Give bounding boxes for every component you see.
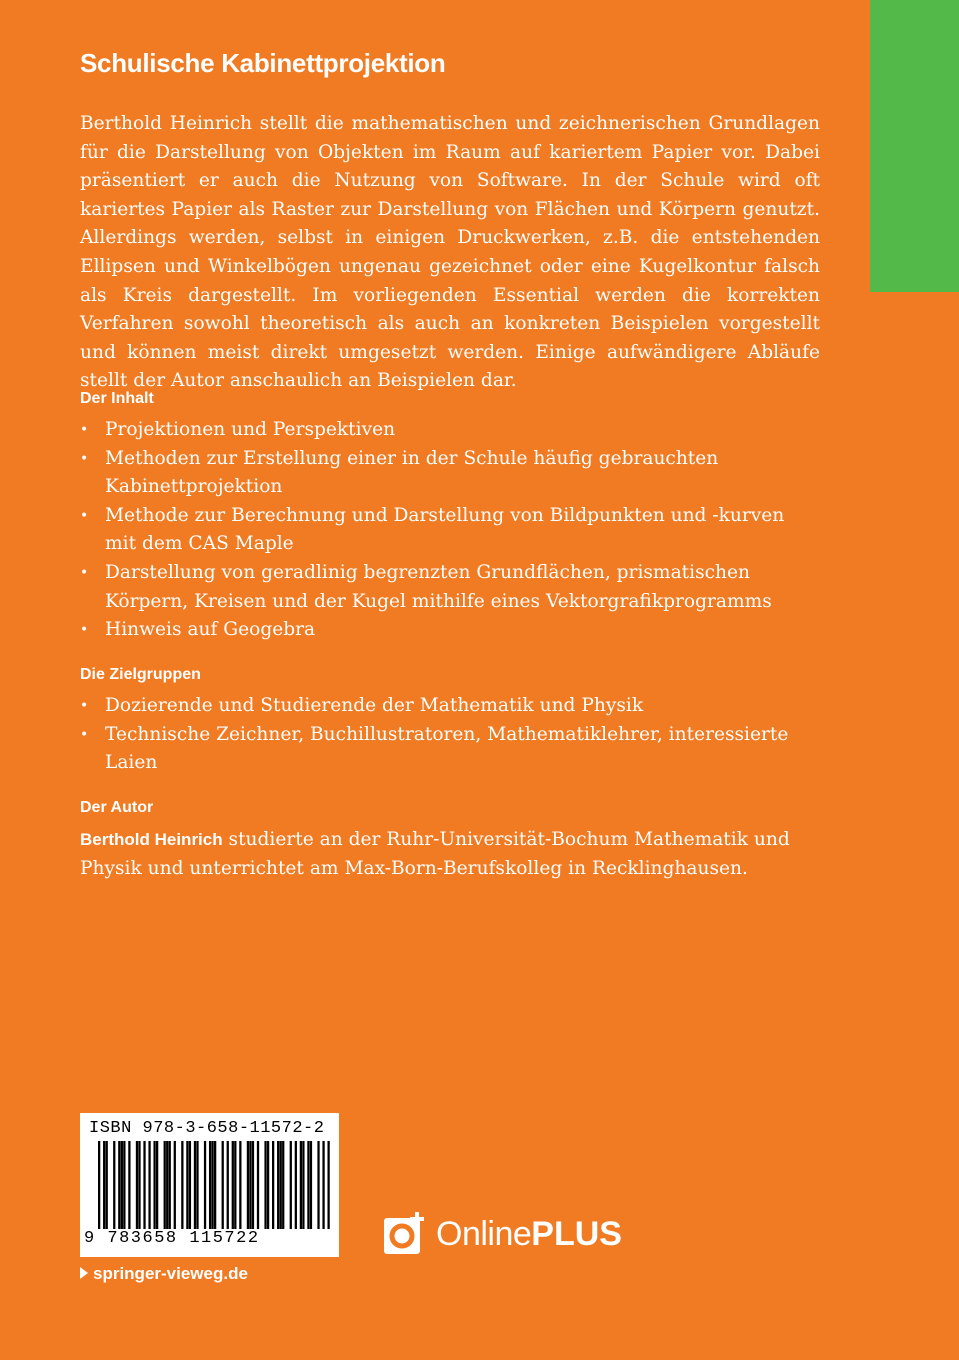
- inhalt-heading: Der Inhalt: [80, 390, 154, 407]
- author-bio: [80, 826, 820, 883]
- intro-paragraph: Berthold Heinrich stellt die mathematischen und zeichnerischen Grundlagen für die Darstellung von Objekten im Raum auf kariertem Papier vor. Dabei präsentiert er auch die Nutzung von Software. In der Schule wird oft kariertes Papier als Raster zur Darstellung von Flächen und Körpern genutzt. Allerdings werden, selbst in einigen Druckwerken, z.B. die entstehenden Ellipsen und Winkelbögen ungenau gezeichnet oder eine Kugelkontur falsch als Kreis dargestellt. Im vorliegenden Essential werden die korrekten Verfahren sowohl theoretisch als auch an konkreten Beispielen vorgestellt und können meist direkt umgesetzt werden. Einige aufwändigere Abläufe stellt der Autor anschaulich an Beispielen dar.: [80, 113, 820, 392]
- bullet-icon: •: [80, 564, 89, 581]
- autor-heading: Der Autor: [80, 799, 154, 816]
- online-text: Online: [436, 1214, 532, 1253]
- list-item: • Methoden zur Erstellung einer in der Schule häufig gebrauchten Kabinettprojektion: [80, 445, 820, 502]
- plus-text: PLUS: [531, 1214, 622, 1253]
- bullet-icon: •: [80, 698, 89, 714]
- online-plus-logo-icon: [384, 1212, 428, 1256]
- author-text: studierte an der Ruhr-Universität-Bochum Mathematik und Physik und unterrichtet am Max-Born-Berufskolleg in Recklinghausen.: [80, 829, 790, 879]
- barcode-box: [80, 1113, 339, 1257]
- list-item: • Projektionen und Perspektiven: [80, 416, 820, 445]
- bullet-icon: •: [80, 450, 89, 467]
- zielgruppen-list: [80, 692, 820, 778]
- bullet-icon: •: [80, 507, 89, 524]
- bullet-icon: •: [80, 622, 89, 639]
- isbn-label: ISBN 978-3-658-11572-2: [89, 1119, 325, 1138]
- barcode-icon: [98, 1141, 330, 1229]
- bullet-icon: •: [80, 422, 89, 438]
- inhalt-list: [80, 416, 820, 645]
- website-link[interactable]: springer-vieweg.de: [80, 1264, 248, 1284]
- bullet-icon: •: [80, 726, 89, 743]
- arrow-right-icon: [80, 1267, 88, 1279]
- author-name: Berthold Heinrich: [80, 830, 223, 849]
- list-item: • Dozierende und Studierende der Mathematik und Physik: [80, 692, 820, 721]
- book-title: Schulische Kabinettprojektion: [80, 48, 446, 78]
- ean-digits: 9 783658 115722: [84, 1229, 260, 1248]
- list-item: • Hinweis auf Geogebra: [80, 616, 820, 645]
- green-accent-tab: [870, 0, 959, 292]
- online-plus-logo: [384, 1212, 622, 1256]
- list-item: • Darstellung von geradlinig begrenzten Grundflächen, prismatischen Körpern, Kreisen und der Kugel mithilfe eines Vektorgrafikprogramms: [80, 559, 820, 616]
- list-item: • Methode zur Berechnung und Darstellung von Bildpunkten und -kurven mit dem CAS Maple: [80, 502, 820, 559]
- zielgruppen-heading: Die Zielgruppen: [80, 666, 201, 683]
- list-item: • Technische Zeichner, Buchillustratoren, Mathematiklehrer, interessierte Laien: [80, 721, 820, 778]
